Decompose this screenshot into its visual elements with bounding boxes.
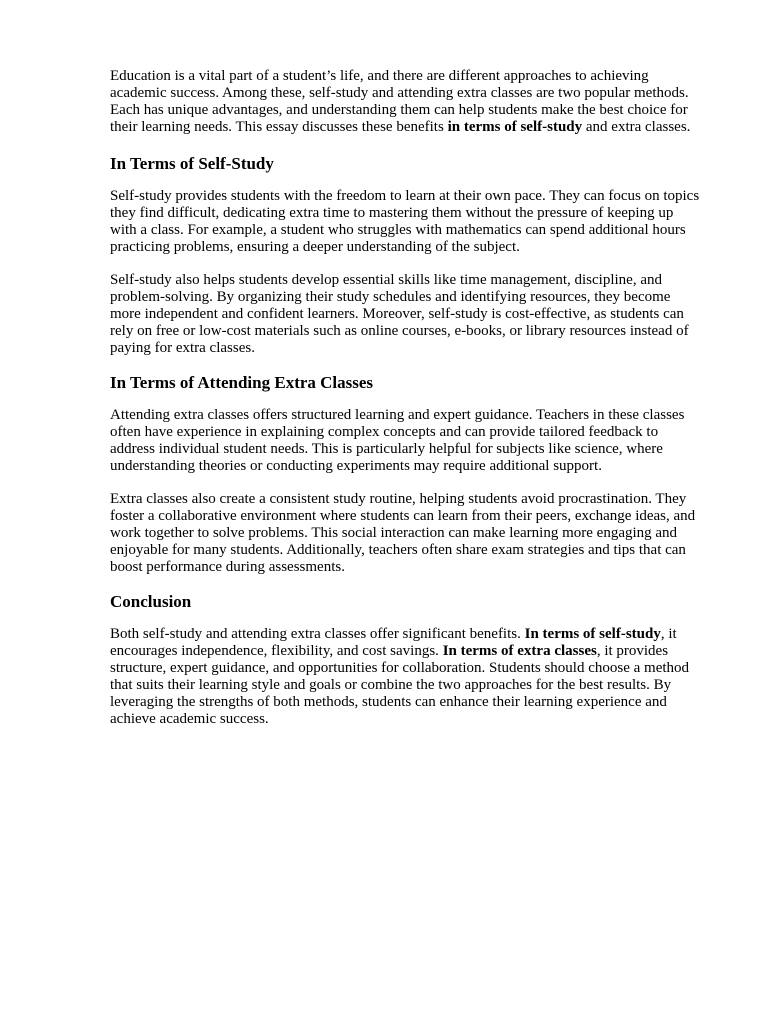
heading-extra-classes: In Terms of Attending Extra Classes: [110, 373, 374, 392]
conclusion-text-1: Both self-study and attending extra classes offer significant benefits.: [110, 626, 525, 642]
conclusion-bold-extra-classes: In terms of extra classes: [442, 643, 597, 659]
intro-paragraph: [110, 68, 700, 136]
intro-bold-self-study: in terms of self-study: [447, 119, 583, 135]
extra-classes-paragraph-2: Extra classes also create a consistent study routine, helping students avoid procrastination. They foster a collaborative environment where students can learn from their peers, exchange ideas, and work together to solve problems. This social interaction can make learning more engaging and enjoyable for many students. Additionally, teachers often share exam strategies and tips that can boost performance during assessments.: [110, 491, 696, 575]
conclusion-bold-self-study: In terms of self-study: [524, 626, 661, 642]
conclusion-text-3: , it provides structure, expert guidance, and opportunities for collaboration. Students should choose a method that suits their learning style and goals or combine the two approaches for the best results. By leveraging the strengths of both methods, students can enhance their learning experience and achieve academic success.: [110, 643, 690, 727]
heading-conclusion: Conclusion: [110, 592, 192, 611]
conclusion-text-2: , it encourages independence, flexibility, and cost savings.: [110, 626, 677, 659]
intro-text-2: and extra classes.: [582, 119, 691, 135]
intro-text-1: Education is a vital part of a student’s life, and there are different approaches to achieving academic success. Among these, self-study and attending extra classes are two popular methods. Each has unique advantages, and understanding them can help students make the best choice for their learning needs. This essay discusses these benefits: [110, 68, 689, 135]
self-study-paragraph-2: Self-study also helps students develop essential skills like time management, discipline, and problem-solving. By organizing their study schedules and identifying resources, they become more independent and confident learners. Moreover, self-study is cost-effective, as students can rely on free or low-cost materials such as online courses, e-books, or library resources instead of paying for extra classes.: [110, 272, 689, 356]
extra-classes-paragraph-1: Attending extra classes offers structured learning and expert guidance. Teachers in these classes often have experience in explaining complex concepts and can provide tailored feedback to address individual student needs. This is particularly helpful for subjects like science, where understanding theories or conducting experiments may require additional support.: [110, 407, 685, 474]
heading-self-study: In Terms of Self-Study: [110, 154, 274, 173]
conclusion-paragraph: [110, 626, 700, 728]
document-page: [110, 68, 700, 728]
self-study-paragraph-1: Self-study provides students with the freedom to learn at their own pace. They can focus on topics they find difficult, dedicating extra time to mastering them without the pressure of keeping up with a class. For example, a student who struggles with mathematics can spend additional hours practicing problems, ensuring a deeper understanding of the subject.: [110, 188, 700, 255]
